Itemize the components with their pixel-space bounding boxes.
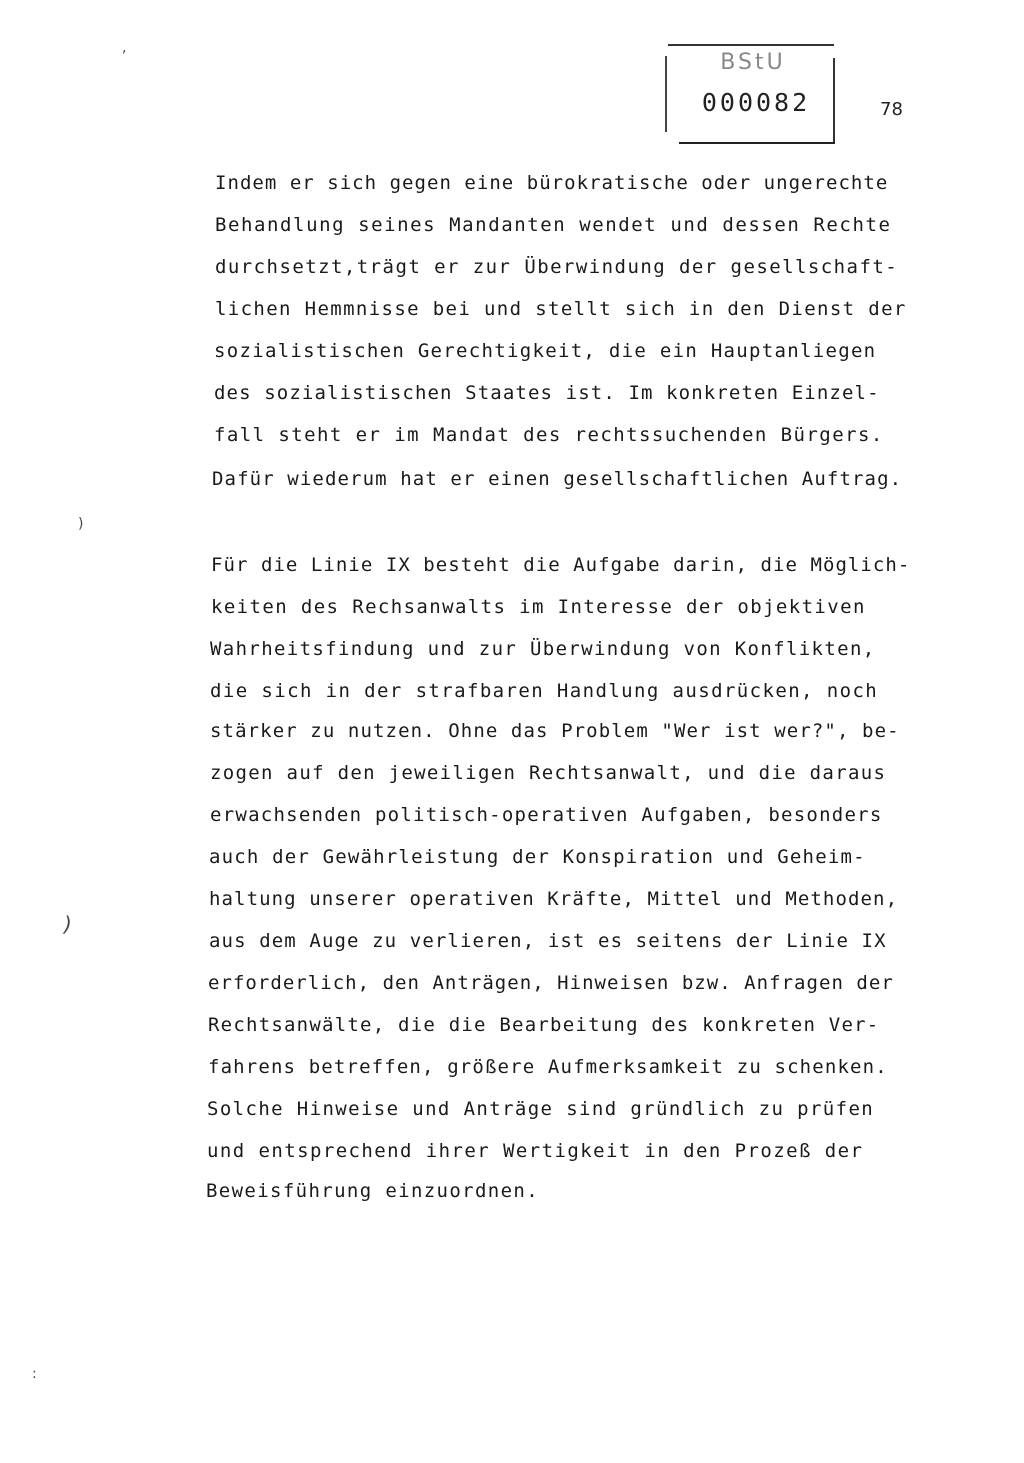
margin-mark: : (32, 1366, 37, 1382)
text-line: sozialistischen Gerechtigkeit, die ein Hauptanliegen (214, 340, 877, 362)
text-line: stärker zu nutzen. Ohne das Problem "Wer ist wer?", be- (210, 720, 900, 742)
text-line: Beweisführung einzuordnen. (206, 1180, 540, 1202)
text-line: lichen Hemmnisse bei und stellt sich in den Dienst der (215, 298, 907, 320)
text-line: erforderlich, den Anträgen, Hinweisen bzw. Anfragen der (208, 972, 894, 994)
text-line: fall steht er im Mandat des rechtssuchenden Bürgers. (214, 424, 884, 446)
margin-mark: ) (64, 912, 72, 936)
text-line: erwachsenden politisch-operativen Aufgaben, besonders (210, 804, 883, 826)
text-line: Wahrheitsfindung und zur Überwindung von Konflikten, (210, 638, 876, 660)
text-line: fahrens betreffen, größere Aufmerksamkeit zu schenken. (208, 1056, 888, 1078)
text-line: Behandlung seines Mandanten wendet und dessen Rechte (215, 214, 892, 236)
margin-mark: ) (78, 516, 84, 532)
text-line: und entsprechend ihrer Wertigkeit in den Prozeß der (207, 1140, 864, 1162)
text-line: Rechtsanwälte, die die Bearbeitung des konkreten Ver- (208, 1014, 880, 1036)
text-line: durchsetzt,trägt er zur Überwindung der gesellschaft- (215, 256, 899, 278)
archive-stamp (665, 44, 837, 144)
text-line: haltung unserer operativen Kräfte, Mittel und Methoden, (209, 888, 899, 910)
margin-mark: , (122, 40, 127, 56)
text-line: des sozialistischen Staates ist. Im konkreten Einzel- (214, 382, 880, 404)
text-line: Solche Hinweise und Anträge sind gründlich zu prüfen (207, 1098, 875, 1120)
page-number: 78 (880, 99, 903, 120)
text-line: Für die Linie IX besteht die Aufgabe darin, die Möglich- (211, 554, 911, 576)
text-line: keiten des Rechsanwalts im Interesse der objektiven (211, 596, 866, 618)
text-line: aus dem Auge zu verlieren, ist es seitens der Linie IX (209, 930, 887, 952)
stamp-document-number: 000082 (701, 88, 811, 117)
text-line: auch der Gewährleistung der Konspiration und Geheim- (209, 846, 866, 868)
text-line: zogen auf den jeweiligen Rechtsanwalt, und die daraus (210, 762, 887, 784)
stamp-organization: BStU (720, 50, 786, 75)
text-line: Indem er sich gegen eine bürokratische oder ungerechte (215, 172, 889, 194)
text-line: die sich in der strafbaren Handlung ausdrücken, noch (210, 680, 879, 702)
text-line: Dafür wiederum hat er einen gesellschaftlichen Auftrag. (212, 468, 903, 490)
